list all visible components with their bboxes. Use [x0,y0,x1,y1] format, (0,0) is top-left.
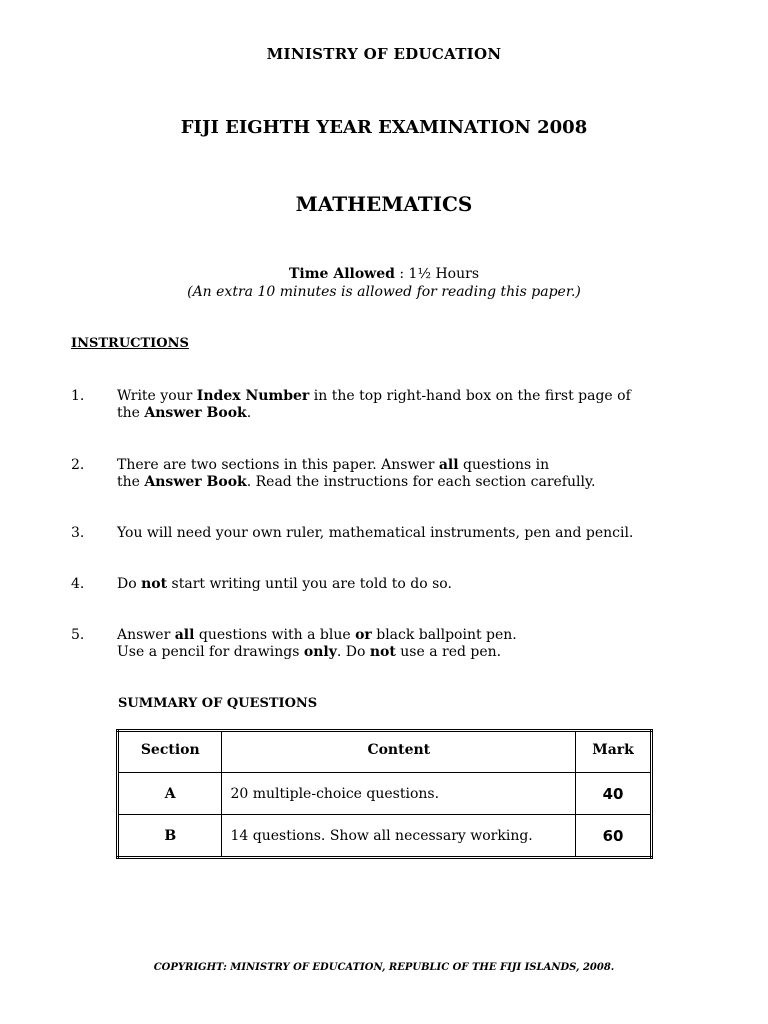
instruction-number: 4. [71,576,85,592]
section-cell: A [118,773,222,815]
mark-cell: 60 [576,815,652,858]
mark-cell: 40 [576,773,652,815]
instruction-item [71,525,711,543]
text-run-bold: only [303,644,337,660]
text-run: You will need your own ruler, mathematical instruments, pen and pencil. [117,525,634,541]
table-row [118,773,652,815]
text-run-bold: Answer Book [144,405,247,421]
text-run: start writing until you are told to do so. [167,576,452,592]
table-header-row [118,731,652,773]
content-cell: 20 multiple-choice questions. [222,773,576,815]
text-run: questions in [458,457,550,473]
instruction-number: 5. [71,627,85,643]
instruction-item [71,576,711,594]
instruction-item [71,388,711,424]
instructions-heading: INSTRUCTIONS [71,336,189,351]
summary-table [116,729,653,859]
exam-title: FIJI EIGHTH YEAR EXAMINATION 2008 [180,117,588,138]
text-run-bold: not [141,576,168,592]
copyright-notice: COPYRIGHT: MINISTRY OF EDUCATION, REPUBLIC OF THE FIJI ISLANDS, 2008. [153,962,615,973]
content-cell: 14 questions. Show all necessary working. [222,815,576,858]
section-cell: B [118,815,222,858]
instruction-text [117,627,717,661]
text-run: Write your [117,388,197,404]
text-run: . Do [336,644,370,660]
text-run-bold: Index Number [196,388,310,404]
text-run-bold: not [369,644,396,660]
time-allowed [0,266,768,282]
text-run: the [117,405,145,421]
time-allowed-value: : 1½ Hours [394,266,479,282]
ministry-title: MINISTRY OF EDUCATION [266,45,502,63]
instruction-number: 3. [71,525,85,541]
text-run: Use a pencil for drawings [117,644,304,660]
text-run: Do [117,576,142,592]
text-run: black ballpoint pen. [371,627,517,643]
text-run: There are two sections in this paper. Answer [117,457,439,473]
text-run-bold: Answer Book [144,474,247,490]
text-run: . [246,405,252,421]
subject-title: MATHEMATICS [295,192,473,216]
instruction-text [117,457,717,491]
column-header-section: Section [118,731,222,773]
text-run-bold: all [438,457,459,473]
reading-time-note: (An extra 10 minutes is allowed for reading this paper.) [187,284,581,300]
text-run: in the top right-hand box on the first page of [309,388,631,404]
text-run: Answer [117,627,175,643]
table-row [118,815,652,858]
instruction-text [117,388,717,422]
instruction-number: 1. [71,388,85,404]
text-run: the [117,474,145,490]
text-run-bold: or [355,627,372,643]
text-run: use a red pen. [395,644,502,660]
time-allowed-label: Time Allowed [289,266,395,282]
instruction-number: 2. [71,457,85,473]
text-run: questions with a blue [194,627,356,643]
text-run-bold: all [174,627,195,643]
instruction-item [71,627,711,663]
instruction-text [117,576,717,593]
summary-heading: SUMMARY OF QUESTIONS [118,696,318,711]
instruction-text [117,525,717,542]
column-header-mark: Mark [576,731,652,773]
instruction-item [71,457,711,493]
column-header-content: Content [222,731,576,773]
text-run: . Read the instructions for each section carefully. [246,474,596,490]
